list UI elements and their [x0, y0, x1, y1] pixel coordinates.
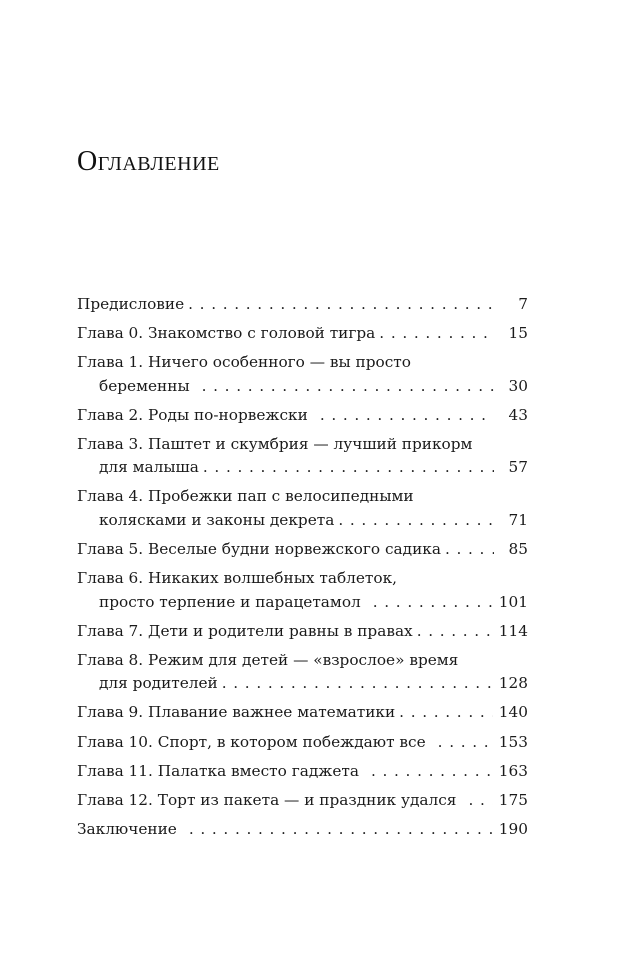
dot-leader	[202, 375, 494, 399]
page-number: 140	[498, 703, 528, 722]
entry-title: Заключение	[77, 819, 177, 838]
page-title: Оглавление	[77, 146, 220, 177]
entry-title: Глава 10. Спорт, в котором побеждают все	[77, 732, 426, 751]
dot-leader	[189, 818, 493, 842]
dot-leader	[379, 322, 494, 346]
page-number: 128	[498, 674, 528, 693]
toc-entry-chapter-0	[77, 322, 528, 346]
dot-leader	[203, 456, 494, 480]
table-of-contents	[77, 293, 528, 847]
page-number: 57	[508, 458, 528, 477]
toc-entry-chapter-3	[77, 433, 528, 480]
entry-title-cont: колясками и законы декрета	[99, 510, 335, 529]
toc-entry-chapter-10	[77, 731, 528, 755]
entry-title: Глава 0. Знакомство с головой тигра	[77, 324, 376, 343]
toc-entry-chapter-12	[77, 789, 528, 813]
toc-entry-chapter-2	[77, 404, 528, 428]
entry-title: Глава 6. Никаких волшебных таблеток,	[77, 569, 398, 588]
dot-leader	[438, 731, 493, 755]
entry-title: Глава 2. Роды по-норвежски	[77, 405, 308, 424]
toc-entry-chapter-9	[77, 701, 528, 725]
dot-leader	[468, 789, 492, 813]
page-number: 7	[518, 295, 528, 313]
page-number: 101	[498, 592, 528, 611]
toc-entry-chapter-1	[77, 351, 528, 398]
entry-title: Предисловие	[77, 295, 185, 313]
dot-leader	[320, 404, 494, 428]
page-number: 175	[498, 790, 528, 809]
page-number: 153	[498, 732, 528, 751]
entry-title-cont: беременны	[99, 376, 190, 395]
toc-entry-chapter-7	[77, 620, 528, 644]
entry-title-cont: для родителей	[99, 674, 218, 693]
entry-title-cont: просто терпение и парацетамол	[99, 592, 361, 611]
page-number: 15	[508, 324, 528, 343]
dot-leader	[373, 591, 493, 615]
toc-entry-preface	[77, 293, 528, 317]
page-number: 43	[508, 405, 528, 424]
entry-title: Глава 1. Ничего особенного — вы просто	[77, 353, 411, 372]
dot-leader	[338, 509, 494, 533]
toc-entry-chapter-11	[77, 760, 528, 784]
page-number: 71	[508, 510, 528, 529]
dot-leader	[188, 293, 494, 317]
entry-title: Глава 5. Веселые будни норвежского садика	[77, 540, 441, 559]
entry-title: Глава 7. Дети и родители равны в правах	[77, 621, 413, 640]
toc-entry-chapter-4	[77, 485, 528, 532]
page-number: 30	[508, 376, 528, 395]
dot-leader	[445, 538, 494, 562]
entry-title-cont: для малыша	[99, 458, 199, 477]
dot-leader	[417, 620, 493, 644]
dot-leader	[222, 672, 493, 696]
entry-title: Глава 4. Пробежки пап с велосипедными	[77, 487, 414, 506]
toc-entry-conclusion	[77, 818, 528, 842]
toc-entry-chapter-5	[77, 538, 528, 562]
entry-title: Глава 9. Плавание важнее математики	[77, 703, 396, 722]
page-number: 190	[498, 819, 528, 838]
page-number: 85	[508, 540, 528, 559]
dot-leader	[371, 760, 493, 784]
dot-leader	[399, 701, 493, 725]
toc-entry-chapter-6	[77, 567, 528, 614]
entry-title: Глава 11. Палатка вместо гаджета	[77, 761, 359, 780]
entry-title: Глава 12. Торт из пакета — и праздник удался	[77, 790, 457, 809]
toc-entry-chapter-8	[77, 649, 528, 696]
entry-title: Глава 8. Режим для детей — «взрослое» время	[77, 650, 459, 669]
page-number: 163	[498, 761, 528, 780]
entry-title: Глава 3. Паштет и скумбрия — лучший прикорм	[77, 434, 473, 453]
page-number: 114	[498, 621, 528, 640]
